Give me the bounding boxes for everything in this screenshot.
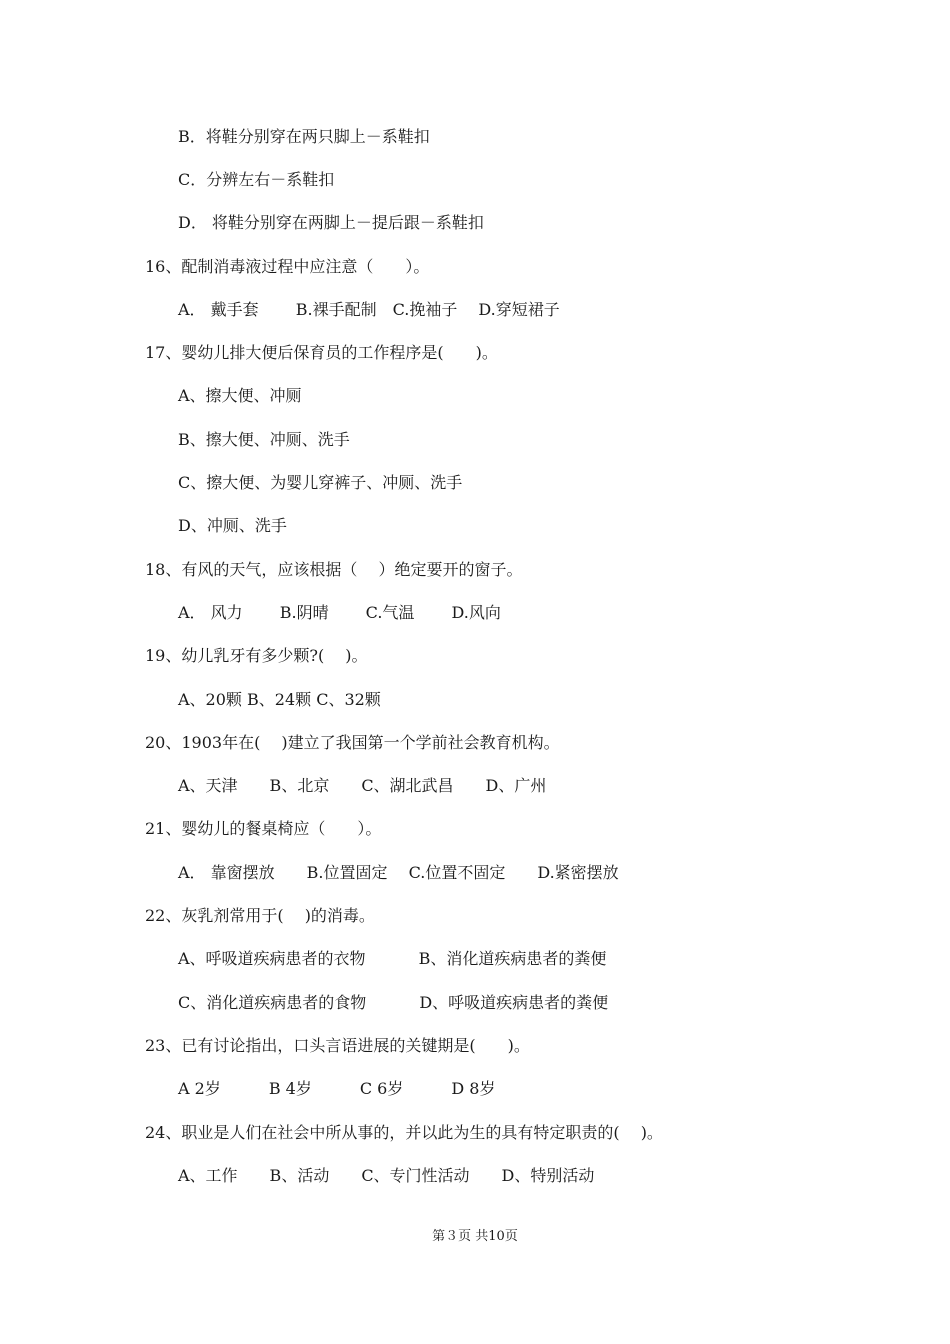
- question-20: 20、1903年在( )建立了我国第一个学前社会教育机构。: [145, 733, 560, 752]
- options-22-ab: A、呼吸道疾病患者的衣物 B、消化道疾病患者的粪便: [178, 949, 607, 968]
- option-15b: B．将鞋分别穿在两只脚上－系鞋扣: [178, 127, 430, 146]
- question-19: 19、幼儿乳牙有多少颗?( )。: [145, 646, 368, 665]
- option-17c: C、擦大便、为婴儿穿裤子、冲厕、洗手: [178, 473, 463, 492]
- question-23: 23、已有讨论指出，口头言语进展的关键期是( )。: [145, 1036, 530, 1055]
- option-17d: D、冲厕、洗手: [178, 516, 287, 535]
- question-22: 22、灰乳剂常用于( )的消毒。: [145, 906, 375, 925]
- options-16: A． 戴手套 B.裸手配制 C.挽袖子 D.穿短裙子: [178, 300, 560, 319]
- options-23: A 2岁 B 4岁 C 6岁 D 8岁: [178, 1079, 496, 1098]
- options-20: A、天津 B、北京 C、湖北武昌 D、广州: [178, 776, 547, 795]
- options-24: A、工作 B、活动 C、专门性活动 D、特别活动: [178, 1166, 595, 1185]
- question-24: 24、职业是人们在社会中所从事的，并以此为生的具有特定职责的( )。: [145, 1123, 663, 1142]
- options-21: A． 靠窗摆放 B.位置固定 C.位置不固定 D.紧密摆放: [178, 863, 619, 882]
- options-19: A、20颗 B、24颗 C、32颗: [178, 690, 381, 709]
- question-17: 17、婴幼儿排大便后保育员的工作程序是( )。: [145, 343, 498, 362]
- option-15c: C．分辨左右－系鞋扣: [178, 170, 335, 189]
- option-15d: D． 将鞋分别穿在两脚上－提后跟－系鞋扣: [178, 213, 484, 232]
- page-footer: 第３页 共10页: [432, 1229, 518, 1244]
- options-18: A． 风力 B.阴晴 C.气温 D.风向: [178, 603, 501, 622]
- options-22-cd: C、消化道疾病患者的食物 D、呼吸道疾病患者的粪便: [178, 993, 609, 1012]
- question-21: 21、婴幼儿的餐桌椅应（ ）。: [145, 819, 382, 838]
- question-18: 18、有风的天气，应该根据（ ）绝定要开的窗子。: [145, 560, 523, 579]
- option-17b: B、擦大便、冲厕、洗手: [178, 430, 350, 449]
- option-17a: A、擦大便、冲厕: [178, 386, 302, 405]
- question-16: 16、配制消毒液过程中应注意（ ）。: [145, 257, 430, 276]
